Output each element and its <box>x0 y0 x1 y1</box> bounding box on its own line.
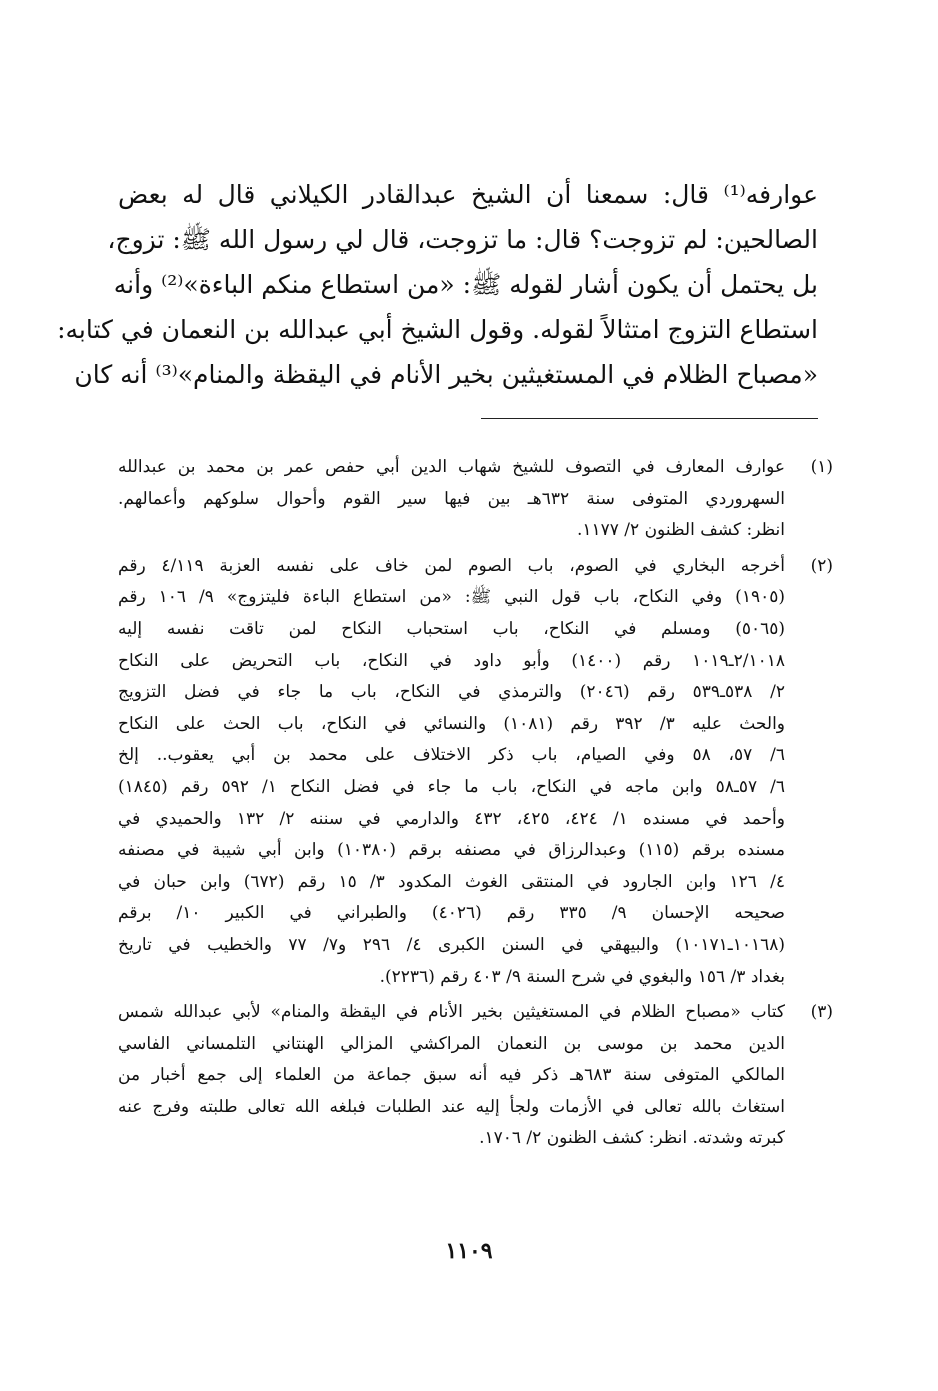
footnote-number: (٢) <box>810 555 833 576</box>
footnote-line: عوارف المعارف في التصوف للشيخ شهاب الدين أبي حفص عمر بن محمد بن عبدالله <box>118 457 785 477</box>
footnote-line: ٢/ ٥٣٨ـ٥٣٩ رقم (٢٠٤٦) والترمذي في النكاح، باب ما جاء في فضل التزويج <box>118 682 785 703</box>
footnote-line: مسنده برقم (١١٥) وعبدالرزاق في مصنفه برقم (١٠٣٨٠) وابن أبي شيبة في مصنفه <box>118 840 785 861</box>
footnote-line: انظر: كشف الظنون ٢/ ١١٧٧. <box>576 520 785 541</box>
footnote-number: (١) <box>810 457 833 477</box>
footnote-line: المالكي المتوفى سنة ٦٨٣هـ ذكر فيه أنه سبق جماعة من العلماء إلى جمع أخبار من <box>118 1065 785 1086</box>
footnote-line: ٦/ ٥٧ـ٥٨ وابن ماجه في النكاح، باب ما جاء في فضل النكاح ١/ ٥٩٢ رقم (١٨٤٥) <box>118 776 785 797</box>
footnote-line: (١٠١٦٨ـ١٠١٧١) والبيهقي في السنن الكبرى ٤/ ٢٩٦ و٧/ ٧٧ والخطيب في تاريخ <box>118 934 786 955</box>
footnote-line: ٢/١٠١٨ـ١٠١٩ رقم (١٤٠٠) وأبو داود في النكاح، باب التحريض على النكاح <box>118 650 785 671</box>
footnote-1 <box>118 452 833 547</box>
footnote-3 <box>118 997 833 1155</box>
footnote-line: (٥٠٦٥) ومسلم في النكاح، باب استحباب النكاح لمن تاقت نفسه إليه <box>118 618 785 639</box>
footnote-line: الدين محمد بن موسى بن النعمان المراكشي المزالي الهنتاني التلمساني الفاسي <box>118 1033 785 1054</box>
footnote-number: (٣) <box>810 1002 833 1023</box>
page-number: ١١٠٩ <box>445 1238 493 1264</box>
footnote-line: وأحمد في مسنده ١/ ٤٢٤، ٤٢٥، ٤٣٢ والدارمي في سننه ٢/ ١٣٢ والحميدي في <box>118 808 785 829</box>
footnote-line: بغداد ٣/ ١٥٦ والبغوي في شرح السنة ٩/ ٤٠٣ رقم (٢٢٣٦). <box>379 966 785 987</box>
footnote-line: (١٩٠٥) وفي النكاح، باب قول النبي ﷺ: «من استطاع الباءة فليتزوج» ٩/ ١٠٦ رقم <box>118 587 785 608</box>
main-text-line: «مصباح الظلام في المستغيثين بخير الأنام في اليقظة والمنام»⁽³⁾ أنه كان <box>74 360 818 389</box>
footnotes <box>118 452 833 1159</box>
footnote-line: ٤/ ١٢٦ وابن الجارود في المنتقى الغوث المكدود ٣/ ١٥ رقم (٦٧٢) وابن حبان في <box>118 871 785 892</box>
main-text-line: عوارفه⁽¹⁾ قال: سمعنا أن الشيخ عبدالقادر الكيلاني قال له بعض <box>118 180 818 209</box>
footnote-line: صحيحه الإحسان ٩/ ٣٣٥ رقم (٤٠٢٦) والطبراني في الكبير ١٠/ برقم <box>118 903 785 924</box>
main-text <box>57 172 818 397</box>
footnote-line: استغاث بالله تعالى في الأزمات ولجأ إليه عند الطلبات فبلغه الله تعالى طلبته وفرج عنه <box>118 1096 785 1117</box>
footnote-separator <box>481 418 818 419</box>
main-text-line: بل يحتمل أن يكون أشار لقوله ﷺ: «من استطاع منكم الباءة»⁽²⁾ وأنه <box>113 270 818 299</box>
main-text-line: الصالحين: لم تزوجت؟ قال: ما تزوجت، قال لي رسول الله ﷺ: تزوج، <box>107 225 818 254</box>
footnote-line: والحث عليه ٣/ ٣٩٢ رقم (١٠٨١) والنسائي في النكاح، باب الحث على النكاح <box>118 713 785 734</box>
footnote-line: السهروردي المتوفى سنة ٦٣٢هـ بين فيها سير القوم وأحوال سلوكهم وأعمالهم. <box>118 488 785 509</box>
footnote-line: كبرته وشدته. انظر: كشف الظنون ٢/ ١٧٠٦. <box>479 1128 785 1149</box>
footnote-line: كتاب «مصباح الظلام في المستغيثين بخير الأنام في اليقظة والمنام» لأبي عبدالله شمس <box>118 1002 785 1023</box>
footnote-2 <box>118 551 833 993</box>
footnote-line: أخرجه البخاري في الصوم، باب الصوم لمن خاف على نفسه العزبة ٤/١١٩ رقم <box>118 555 785 576</box>
footnote-line: ٦/ ٥٧، ٥٨ وفي الصيام، باب ذكر الاختلاف على محمد بن أبي يعقوب.. إلخ <box>118 745 785 766</box>
main-text-line: استطاع التزوج امتثالاً لقوله. وقول الشيخ أبي عبدالله بن النعمان في كتابه: <box>57 315 818 344</box>
